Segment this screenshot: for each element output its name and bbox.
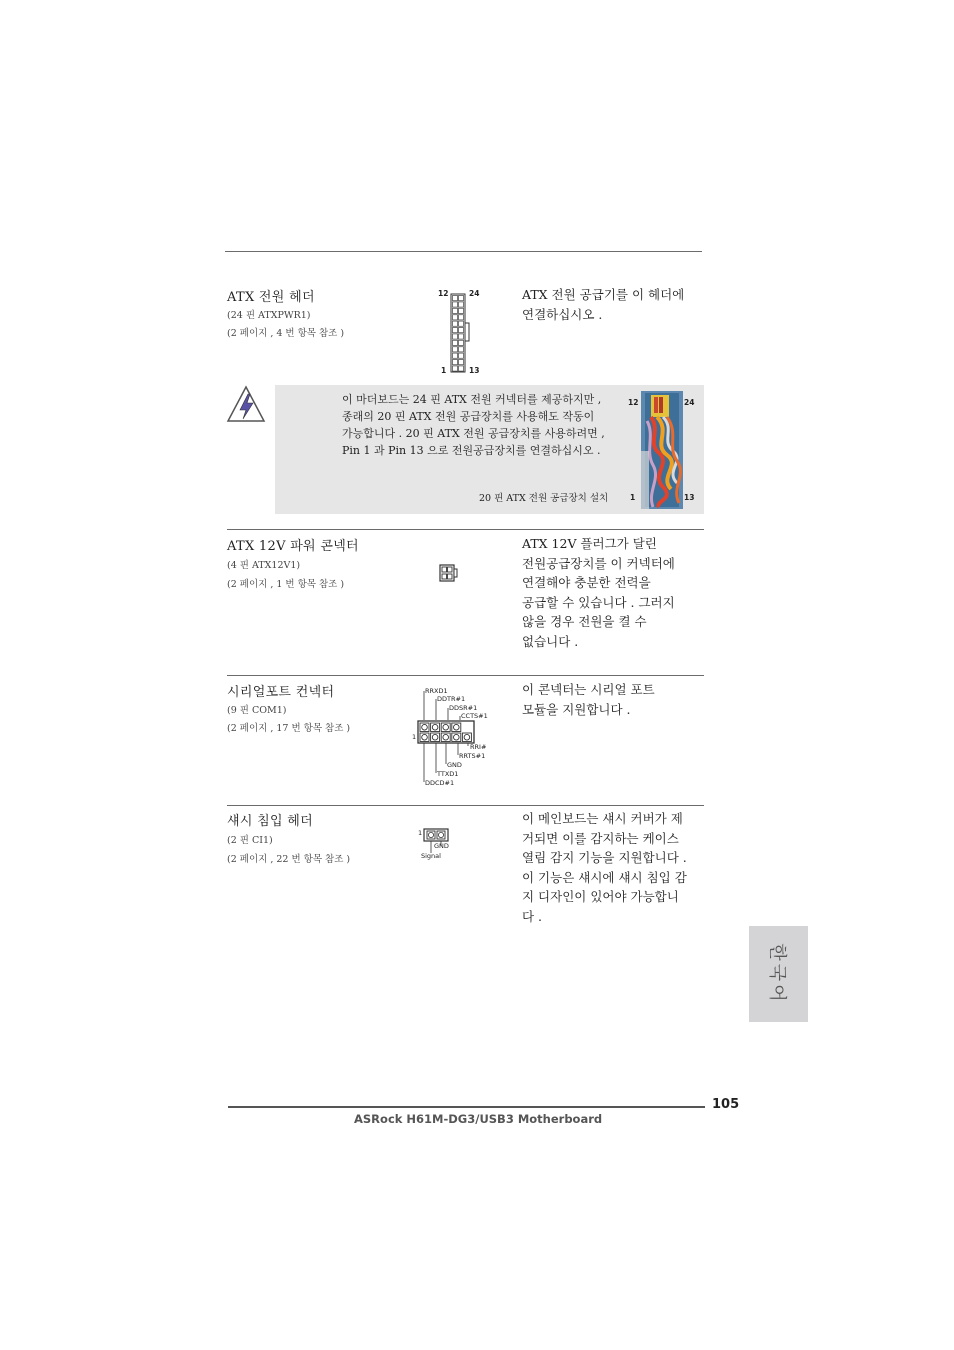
desc-line: 이 콘넥터는 시리얼 포트 [522, 682, 655, 697]
com-pin-ttxd1: TTXD1 [437, 770, 459, 778]
com-pin-ddtr1: DDTR#1 [437, 695, 466, 703]
desc-line: 공급할 수 있습니다 . 그러지 [522, 594, 675, 610]
desc-line: 연결하십시오 . [522, 306, 603, 322]
atx-power-description [522, 285, 702, 324]
serial-pins: (9 핀 COM1) [227, 705, 287, 716]
footer-text: ASRock H61M-DG3/USB3 Motherboard [354, 1112, 603, 1126]
desc-line: 모듈을 지원합니다 . [522, 701, 631, 717]
section-rule [227, 805, 704, 806]
photo-pin-24: 24 [684, 398, 695, 407]
pin-label-12: 12 [438, 289, 449, 298]
footer-rule [228, 1106, 705, 1108]
atx-power-title: ATX 전원 헤더 [227, 290, 315, 305]
ci-pin-signal: Signal [421, 852, 441, 860]
chassis-pins: (2 핀 CI1) [227, 835, 273, 846]
serial-description [522, 680, 702, 719]
desc-line: ATX 전원 공급기를 이 헤더에 [522, 287, 685, 302]
desc-line: 이 기능은 섀시에 섀시 침입 감 [522, 869, 687, 885]
atx12v-connector-diagram [438, 562, 460, 584]
desc-line: ATX 12V 플러그가 달린 [522, 536, 657, 551]
psu-connector-photo [641, 391, 683, 509]
warning-caption: 20 핀 ATX 전원 공급장치 설치 [479, 493, 609, 504]
psu-photo [625, 391, 699, 509]
atx12v-description [522, 534, 702, 651]
chassis-description [522, 809, 702, 926]
chassis-title: 섀시 침입 헤더 [227, 814, 314, 829]
com-pin-ddsr1: DDSR#1 [449, 704, 478, 712]
warning-box [275, 385, 704, 514]
warning-line: 종래의 20 핀 ATX 전원 공급장치를 사용해도 작동이 [342, 410, 595, 423]
warning-text [342, 391, 605, 459]
atx12v-ref: (2 페이지 , 1 번 항목 참조 ) [227, 579, 345, 590]
serial-ref: (2 페이지 , 17 번 항목 참조 ) [227, 723, 351, 734]
desc-line: 없습니다 . [522, 633, 579, 649]
desc-line: 이 메인보드는 섀시 커버가 제 [522, 811, 683, 826]
com-pin-gnd: GND [447, 761, 462, 769]
atx-power-ref: (2 페이지 , 4 번 항목 참조 ) [227, 328, 345, 339]
atx24-pin-grid [450, 293, 472, 373]
photo-pin-1: 1 [630, 493, 636, 502]
photo-pin-12: 12 [628, 398, 639, 407]
page-number: 105 [712, 1097, 740, 1112]
warning-icon [226, 385, 266, 429]
desc-line: 않을 경우 전원을 켤 수 [522, 614, 647, 629]
pin-label-13: 13 [469, 366, 480, 375]
section-rule [227, 529, 704, 530]
chassis-ref: (2 페이지 , 22 번 항목 참조 ) [227, 854, 351, 865]
atx24-connector-diagram [438, 288, 483, 376]
ci-pin-1-label: 1 [418, 829, 423, 837]
desc-line: 연결해야 충분한 전력을 [522, 575, 651, 590]
pin-label-1: 1 [441, 366, 447, 375]
com-pin-rri: RRI# [470, 743, 487, 751]
chassis-connector-diagram [418, 826, 478, 862]
warning-line: Pin 1 과 Pin 13 으로 전원공급장치를 연결하십시오 . [342, 444, 601, 457]
section-rule [227, 675, 704, 676]
desc-line: 전원공급장치를 이 커넥터에 [522, 555, 675, 571]
desc-line: 열림 감지 기능을 지원합니다 . [522, 850, 687, 865]
warning-line: 이 마더보드는 24 핀 ATX 전원 커넥터를 제공하지만 , [342, 393, 602, 406]
com-pin-ccts1: CCTS#1 [461, 712, 488, 720]
atx12v-pins: (4 핀 ATX12V1) [227, 560, 301, 571]
serial-title: 시리얼포트 컨넥터 [227, 685, 335, 700]
warning-line: 가능합니다 . 20 핀 ATX 전원 공급장치를 사용하려면 , [342, 427, 605, 440]
language-side-tab [749, 926, 808, 1022]
pin-label-24: 24 [469, 289, 480, 298]
photo-pin-13: 13 [684, 493, 695, 502]
com-pin-1-label: 1 [412, 733, 417, 741]
com-connector-diagram [410, 685, 510, 789]
com-pin-rrts1: RRTS#1 [459, 752, 486, 760]
desc-line: 지 디자인이 있어야 가능합니 [522, 889, 679, 904]
desc-line: 다 . [522, 908, 543, 924]
desc-line: 거되면 이를 감지하는 케이스 [522, 830, 679, 846]
ci-pin-gnd: GND [434, 842, 449, 850]
atx-power-pins: (24 핀 ATXPWR1) [227, 310, 311, 321]
top-rule [225, 251, 702, 252]
atx12v-title: ATX 12V 파워 콘넥터 [227, 539, 359, 554]
language-tab-label: 한국어 [766, 943, 788, 1005]
com-pin-ddcd1: DDCD#1 [425, 779, 455, 787]
com-pin-rrxd1: RRXD1 [425, 687, 448, 695]
